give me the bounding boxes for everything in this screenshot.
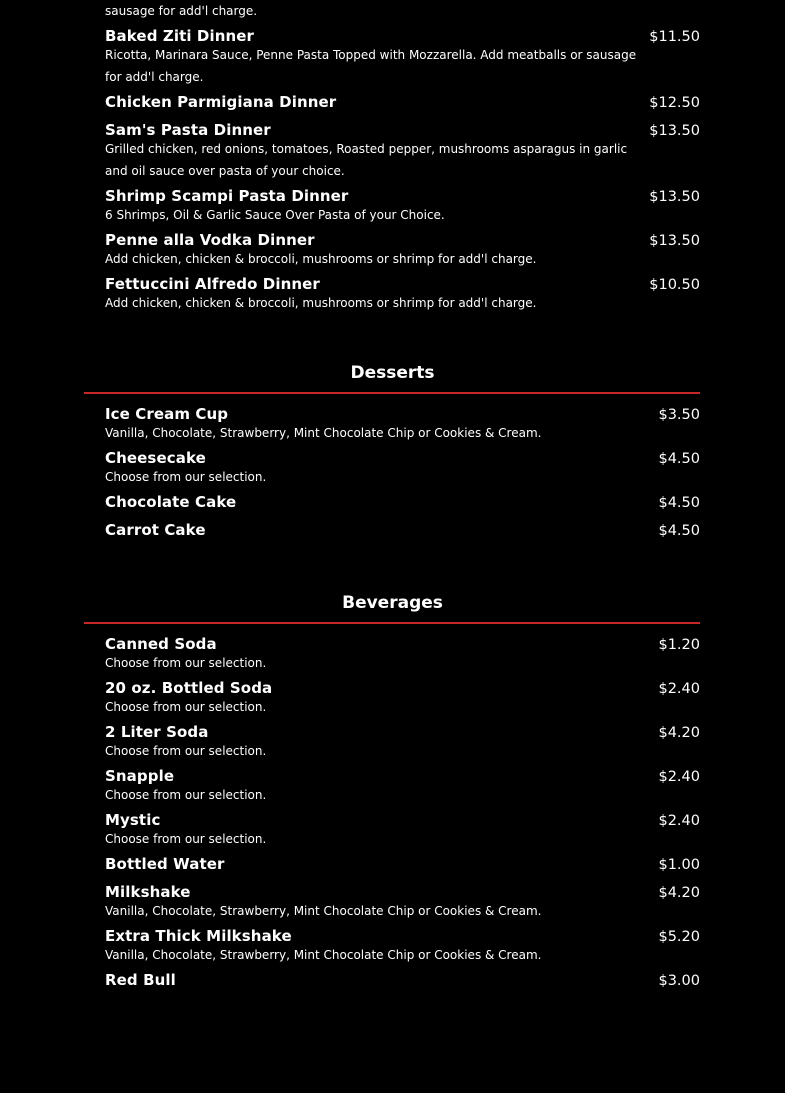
- item-name: Chicken Parmigiana Dinner: [105, 93, 337, 111]
- item-name: 2 Liter Soda: [105, 723, 209, 741]
- menu-item: [105, 878, 700, 922]
- item-description: Vanilla, Chocolate, Strawberry, Mint Chocolate Chip or Cookies & Cream.: [105, 426, 542, 440]
- item-price: $4.20: [658, 725, 700, 741]
- item-name: Fettuccini Alfredo Dinner: [105, 275, 320, 293]
- menu-item: [105, 270, 700, 314]
- item-name: Milkshake: [105, 883, 191, 901]
- item-name: Penne alla Vodka Dinner: [105, 231, 315, 249]
- item-description: Choose from our selection.: [105, 656, 267, 670]
- section-divider: [84, 622, 700, 624]
- item-price: $1.00: [658, 857, 700, 873]
- menu-item: [105, 718, 700, 762]
- item-name: Red Bull: [105, 971, 176, 989]
- item-name: Baked Ziti Dinner: [105, 27, 255, 45]
- desserts-list: [0, 400, 785, 544]
- section-title-beverages: Beverages: [342, 593, 443, 613]
- menu-item: [105, 444, 700, 488]
- item-description: Choose from our selection.: [105, 832, 267, 846]
- item-name: Mystic: [105, 811, 161, 829]
- item-price: $4.50: [658, 523, 700, 539]
- menu-item: [105, 966, 700, 994]
- item-price: $12.50: [649, 95, 700, 111]
- item-description: 6 Shrimps, Oil & Garlic Sauce Over Pasta of your Choice.: [105, 208, 445, 222]
- page-bottom-mask: [0, 1076, 785, 1078]
- item-name: Chocolate Cake: [105, 493, 237, 511]
- menu-item-header: [105, 88, 700, 116]
- menu-item: [105, 630, 700, 674]
- item-description: Vanilla, Chocolate, Strawberry, Mint Chocolate Chip or Cookies & Cream.: [105, 948, 542, 962]
- menu-item-header: [105, 850, 700, 878]
- beverages-list: [0, 630, 785, 994]
- item-description: Add chicken, chicken & broccoli, mushrooms or shrimp for add'l charge.: [105, 296, 537, 310]
- item-description: Choose from our selection.: [105, 744, 267, 758]
- menu-item: [105, 22, 700, 88]
- item-name: Snapple: [105, 767, 175, 785]
- item-price: $3.50: [658, 407, 700, 423]
- menu-item-header: [105, 516, 700, 544]
- item-name: Ice Cream Cup: [105, 405, 229, 423]
- menu-item-header: [105, 966, 700, 994]
- item-price: $4.50: [658, 495, 700, 511]
- menu-item: [105, 516, 700, 544]
- menu-item: [105, 182, 700, 226]
- menu-item: [105, 226, 700, 270]
- item-description: sausage for add'l charge.: [105, 4, 258, 18]
- item-description: Choose from our selection.: [105, 470, 267, 484]
- menu-item: [105, 806, 700, 850]
- item-description: Choose from our selection.: [105, 700, 267, 714]
- item-name: Cheesecake: [105, 449, 206, 467]
- menu-item-header: [105, 488, 700, 516]
- section-title-desserts: Desserts: [350, 363, 435, 383]
- section-spacer: [0, 544, 785, 584]
- section-spacer: [0, 314, 785, 354]
- item-price: $4.50: [658, 451, 700, 467]
- menu-item: [105, 116, 700, 182]
- menu-item: [105, 400, 700, 444]
- menu-item: [105, 922, 700, 966]
- item-price: $10.50: [649, 277, 700, 293]
- item-name: 20 oz. Bottled Soda: [105, 679, 273, 697]
- item-name: Extra Thick Milkshake: [105, 927, 292, 945]
- item-price: $2.40: [658, 681, 700, 697]
- item-name: Shrimp Scampi Pasta Dinner: [105, 187, 349, 205]
- item-description: Vanilla, Chocolate, Strawberry, Mint Chocolate Chip or Cookies & Cream.: [105, 904, 542, 918]
- item-price: $13.50: [649, 123, 700, 139]
- item-name: Carrot Cake: [105, 521, 206, 539]
- item-description: Choose from our selection.: [105, 788, 267, 802]
- item-price: $13.50: [649, 189, 700, 205]
- item-name: Canned Soda: [105, 635, 217, 653]
- menu-item: [105, 850, 700, 878]
- menu-item-partial: [105, 0, 700, 22]
- item-price: $2.40: [658, 769, 700, 785]
- pasta-dinner-list: [0, 22, 785, 314]
- item-name: Sam's Pasta Dinner: [105, 121, 271, 139]
- item-description: Grilled chicken, red onions, tomatoes, Roasted pepper, mushrooms asparagus in garlic and oil sauce over pasta of your choice.: [105, 142, 628, 178]
- item-price: $5.20: [658, 929, 700, 945]
- menu-item: [105, 88, 700, 116]
- item-name: Bottled Water: [105, 855, 225, 873]
- menu-item: [105, 762, 700, 806]
- menu-item: [105, 488, 700, 516]
- section-divider: [84, 392, 700, 394]
- item-price: $3.00: [658, 973, 700, 989]
- item-price: $4.20: [658, 885, 700, 901]
- menu-item: [105, 674, 700, 718]
- item-price: $13.50: [649, 233, 700, 249]
- item-description: Add chicken, chicken & broccoli, mushrooms or shrimp for add'l charge.: [105, 252, 537, 266]
- item-description: Ricotta, Marinara Sauce, Penne Pasta Topped with Mozzarella. Add meatballs or sausage for add'l charge.: [105, 48, 637, 84]
- item-price: $1.20: [658, 637, 700, 653]
- item-price: $11.50: [649, 29, 700, 45]
- item-price: $2.40: [658, 813, 700, 829]
